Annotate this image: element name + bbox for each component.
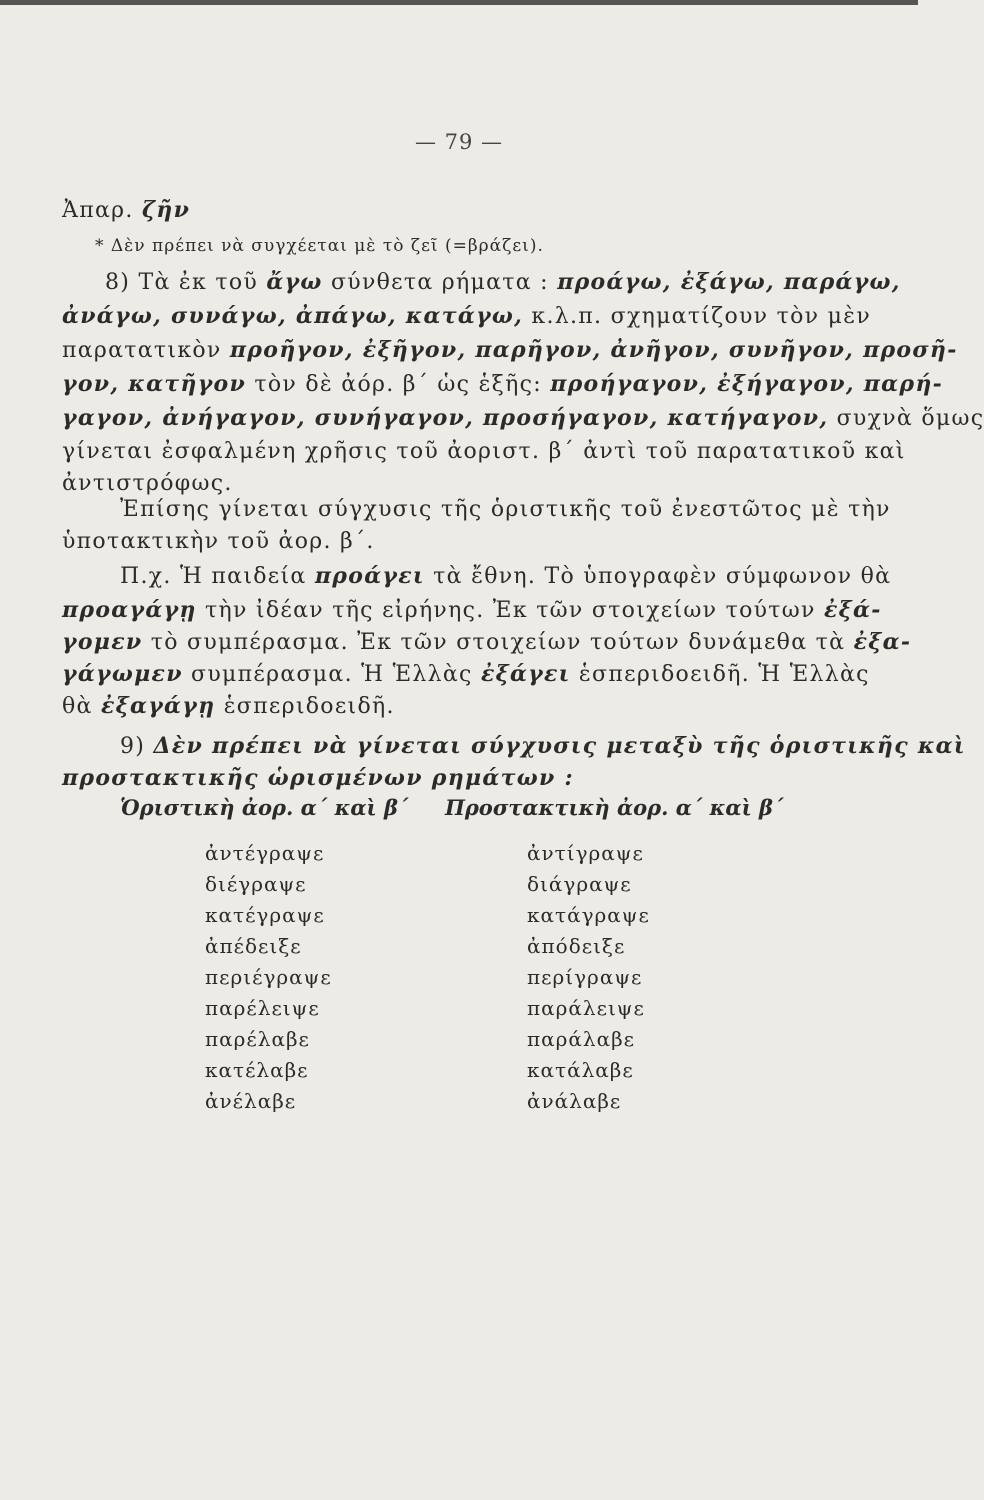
bold-phrase: γομεν bbox=[62, 629, 143, 655]
text-line bbox=[62, 438, 906, 466]
text-line bbox=[62, 596, 882, 625]
bold-phrase: προαγάγῃ bbox=[62, 597, 197, 623]
verb-form: ἀντέγραψε bbox=[205, 841, 325, 865]
bold-phrase: γαγον, ἀνήγαγον, συνήγαγον, προσήγαγον, κατήγαγον, bbox=[62, 405, 829, 431]
text-segment: τὴν ἰδέαν τῆς εἰρήνης. Ἐκ τῶν στοιχείων τούτων bbox=[196, 598, 824, 623]
verb-form: κατέλαβε bbox=[205, 1058, 309, 1082]
text-line bbox=[120, 562, 891, 591]
text-line bbox=[62, 628, 911, 657]
text-line bbox=[62, 302, 871, 331]
verb-form: ἀπόδειξε bbox=[527, 934, 626, 958]
verb-form: παρέλειψε bbox=[205, 996, 320, 1020]
text-segment: τὸν δὲ ἀόρ. β΄ ὡς ἑξῆς: bbox=[246, 372, 551, 397]
column-header-oristiki: Ὁριστικὴ ἀορ. α΄ καὶ β΄ bbox=[120, 795, 409, 820]
verb-form: διέγραψε bbox=[205, 872, 307, 896]
text-line bbox=[62, 764, 574, 793]
page-top-edge bbox=[0, 0, 918, 5]
verb-form: περίγραψε bbox=[527, 965, 643, 989]
text-segment: Ἀπαρ. bbox=[62, 198, 142, 223]
verb-form: ἀντίγραψε bbox=[527, 841, 644, 865]
verb-form: περιέγραψε bbox=[205, 965, 332, 989]
bold-phrase: προῆγον, ἐξῆγον, παρῆγον, ἀνῆγον, συνῆγον, προσῆ- bbox=[229, 337, 958, 363]
text-line bbox=[120, 732, 966, 761]
text-line bbox=[62, 470, 233, 498]
column-header-prostaktiki: Προστακτικὴ ἀορ. α΄ καὶ β΄ bbox=[445, 795, 784, 820]
bold-phrase: προήγαγον, ἐξήγαγον, παρή- bbox=[550, 371, 944, 397]
text-segment: κ.λ.π. σχηματίζουν τὸν μὲν bbox=[523, 304, 871, 329]
text-segment: * Δὲν πρέπει νὰ συγχέεται μὲ τὸ ζεῖ (=βράζει). bbox=[95, 236, 544, 256]
text-segment: 8) Τὰ ἐκ τοῦ bbox=[105, 270, 267, 295]
verb-form: παρέλαβε bbox=[205, 1027, 310, 1051]
bold-phrase: προάγει bbox=[314, 563, 425, 589]
column-oristiki bbox=[205, 838, 332, 1117]
text-line bbox=[62, 660, 870, 689]
text-line bbox=[62, 196, 190, 225]
bold-phrase: προστακτικῆς ὡρισμένων ρημάτων : bbox=[62, 765, 574, 791]
text-segment: ἀντιστρόφως. bbox=[62, 471, 233, 496]
bold-phrase: ἐξάγει bbox=[480, 661, 571, 687]
text-segment: γίνεται ἐσφαλμένη χρῆσις τοῦ ἀοριστ. β΄ ἀντὶ τοῦ παρατατικοῦ καὶ bbox=[62, 439, 906, 464]
text-line bbox=[105, 268, 901, 297]
bold-phrase: ζῆν bbox=[141, 197, 191, 223]
verb-form: ἀνάλαβε bbox=[527, 1089, 622, 1113]
text-line bbox=[62, 404, 984, 433]
bold-phrase: ἐξαγάγῃ bbox=[101, 693, 216, 719]
bold-phrase: γάγωμεν bbox=[62, 661, 183, 687]
text-segment: ἑσπεριδοειδῆ. bbox=[215, 694, 395, 719]
text-segment: Π.χ. Ἡ παιδεία bbox=[120, 564, 315, 589]
text-segment: σύνθετα ρήματα : bbox=[322, 270, 558, 295]
bold-phrase: ἐξα- bbox=[853, 629, 912, 655]
text-segment: ἑσπεριδοειδῆ. Ἡ Ἑλλὰς bbox=[570, 662, 870, 687]
verb-form: παράλαβε bbox=[527, 1027, 636, 1051]
bold-phrase: προάγω, ἐξάγω, παράγω, bbox=[557, 269, 901, 295]
verb-form: ἀνέλαβε bbox=[205, 1089, 297, 1113]
verb-form: κατάγραψε bbox=[527, 903, 650, 927]
verb-form: ἀπέδειξε bbox=[205, 934, 302, 958]
verb-form: κατάλαβε bbox=[527, 1058, 634, 1082]
text-line bbox=[62, 528, 375, 556]
bold-phrase: Δὲν πρέπει νὰ γίνεται σύγχυσις μεταξὺ τῆς ὁριστικῆς καὶ bbox=[153, 733, 966, 759]
bold-phrase: ἄγω bbox=[266, 269, 323, 295]
column-prostaktiki bbox=[527, 838, 650, 1117]
bold-phrase: ἀνάγω, συνάγω, ἀπάγω, κατάγω, bbox=[62, 303, 524, 329]
text-line bbox=[120, 496, 891, 524]
text-segment: θὰ bbox=[62, 694, 101, 719]
text-segment: 9) bbox=[120, 734, 154, 759]
text-line bbox=[62, 692, 395, 721]
text-segment: Ἐπίσης γίνεται σύγχυσις τῆς ὁριστικῆς τοῦ ἐνεστῶτος μὲ τὴν bbox=[120, 497, 891, 522]
text-segment: παρατατικὸν bbox=[62, 338, 230, 363]
bold-phrase: ἐξά- bbox=[823, 597, 882, 623]
text-line bbox=[62, 336, 958, 365]
verb-form: κατέγραψε bbox=[205, 903, 325, 927]
text-segment: συχνὰ ὅμως bbox=[828, 406, 984, 431]
text-segment: τὸ συμπέρασμα. Ἐκ τῶν στοιχείων τούτων δυνάμεθα τὰ bbox=[142, 630, 854, 655]
text-line bbox=[95, 232, 544, 260]
verb-form: παράλειψε bbox=[527, 996, 645, 1020]
text-line bbox=[62, 370, 943, 399]
text-segment: τὰ ἔθνη. Τὸ ὑπογραφὲν σύμφωνον θὰ bbox=[424, 564, 892, 589]
verb-form: διάγραψε bbox=[527, 872, 632, 896]
bold-phrase: γον, κατῆγον bbox=[62, 371, 247, 397]
page-number: — 79 — bbox=[414, 130, 504, 154]
text-segment: ὑποτακτικὴν τοῦ ἀορ. β΄. bbox=[62, 529, 375, 554]
text-segment: συμπέρασμα. Ἡ Ἑλλὰς bbox=[182, 662, 481, 687]
